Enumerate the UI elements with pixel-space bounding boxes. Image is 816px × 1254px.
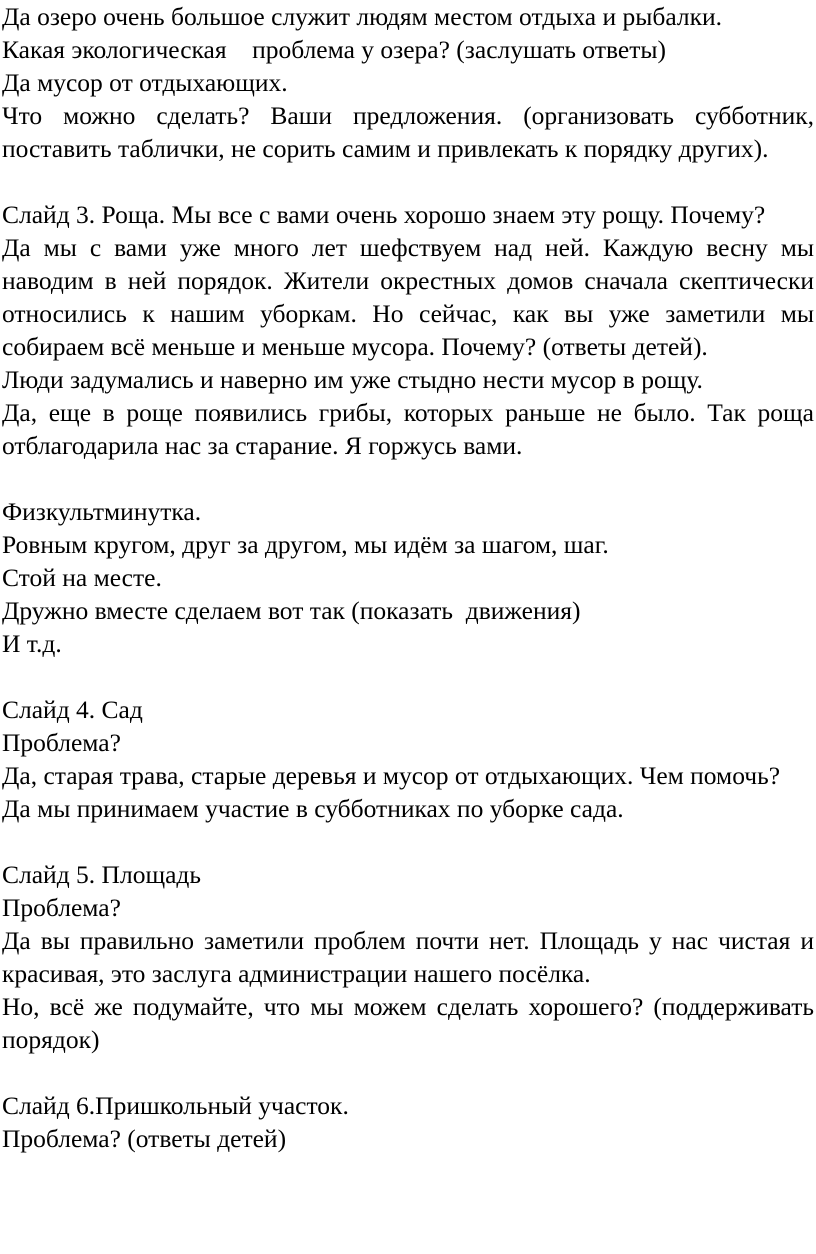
paragraph-grove-patronage: Да мы с вами уже много лет шефствуем над ней. Каждую весну мы наводим в ней порядок. Жители окрестных домов сначала скептически относились к нашим уборкам. Но сейчас, как вы уже заметили мы собираем всё меньше и меньше мусора. Почему? (ответы детей). <box>2 233 814 361</box>
paragraph-phys-break: Физкультминутка. <box>2 497 202 526</box>
paragraph-problem-question: Проблема? <box>2 728 121 757</box>
blank-line <box>2 825 814 858</box>
paragraph-lake-problem-question: Какая экологическая проблема у озера? (заслушать ответы) <box>2 35 666 64</box>
paragraph-problem-question: Проблема? <box>2 893 121 922</box>
paragraph-think-good: Но, всё же подумайте, что мы можем сделать хорошего? (поддерживать порядок) <box>2 992 814 1054</box>
paragraph-slide-6-school-plot: Слайд 6.Пришкольный участок. <box>2 1091 349 1120</box>
blank-line <box>2 1056 814 1089</box>
paragraph-garden-problems: Да, старая трава, старые деревья и мусор от отдыхающих. Чем помочь? <box>2 761 781 790</box>
paragraph-do-together: Дружно вместе сделаем вот так (показать движения) <box>2 596 581 625</box>
paragraph-circle-walk: Ровным кругом, друг за другом, мы идём за шагом, шаг. <box>2 530 609 559</box>
paragraph-slide-5-square: Слайд 5. Площадь <box>2 860 201 889</box>
paragraph-lake-garbage: Да мусор от отдыхающих. <box>2 68 288 97</box>
paragraph-problem-children-answers: Проблема? (ответы детей) <box>2 1124 287 1153</box>
paragraph-garden-cleanup: Да мы принимаем участие в субботниках по уборке сада. <box>2 794 624 823</box>
blank-line <box>2 165 814 198</box>
paragraph-mushrooms: Да, еще в роще появились грибы, которых раньше не было. Так роща отблагодарила нас за старание. Я горжусь вами. <box>2 398 814 460</box>
blank-line <box>2 660 814 693</box>
paragraph-people-ashamed: Люди задумались и наверно им уже стыдно нести мусор в рощу. <box>2 365 703 394</box>
paragraph-lake-rest: Да озеро очень большое служит людям местом отдыха и рыбалки. <box>2 2 723 31</box>
paragraph-stand-still: Стой на месте. <box>2 563 162 592</box>
paragraph-suggestions: Что можно сделать? Ваши предложения. (организовать субботник, поставить таблички, не сорить самим и привлекать к порядку других). <box>2 101 814 163</box>
blank-line <box>2 462 814 495</box>
paragraph-slide-3-grove: Слайд 3. Роща. Мы все с вами очень хорошо знаем эту рощу. Почему? <box>2 200 766 229</box>
paragraph-slide-4-garden: Слайд 4. Сад <box>2 695 143 724</box>
paragraph-etc: И т.д. <box>2 629 62 658</box>
paragraph-square-clean: Да вы правильно заметили проблем почти нет. Площадь у нас чистая и красивая, это заслуга администрации нашего посёлка. <box>2 926 814 988</box>
